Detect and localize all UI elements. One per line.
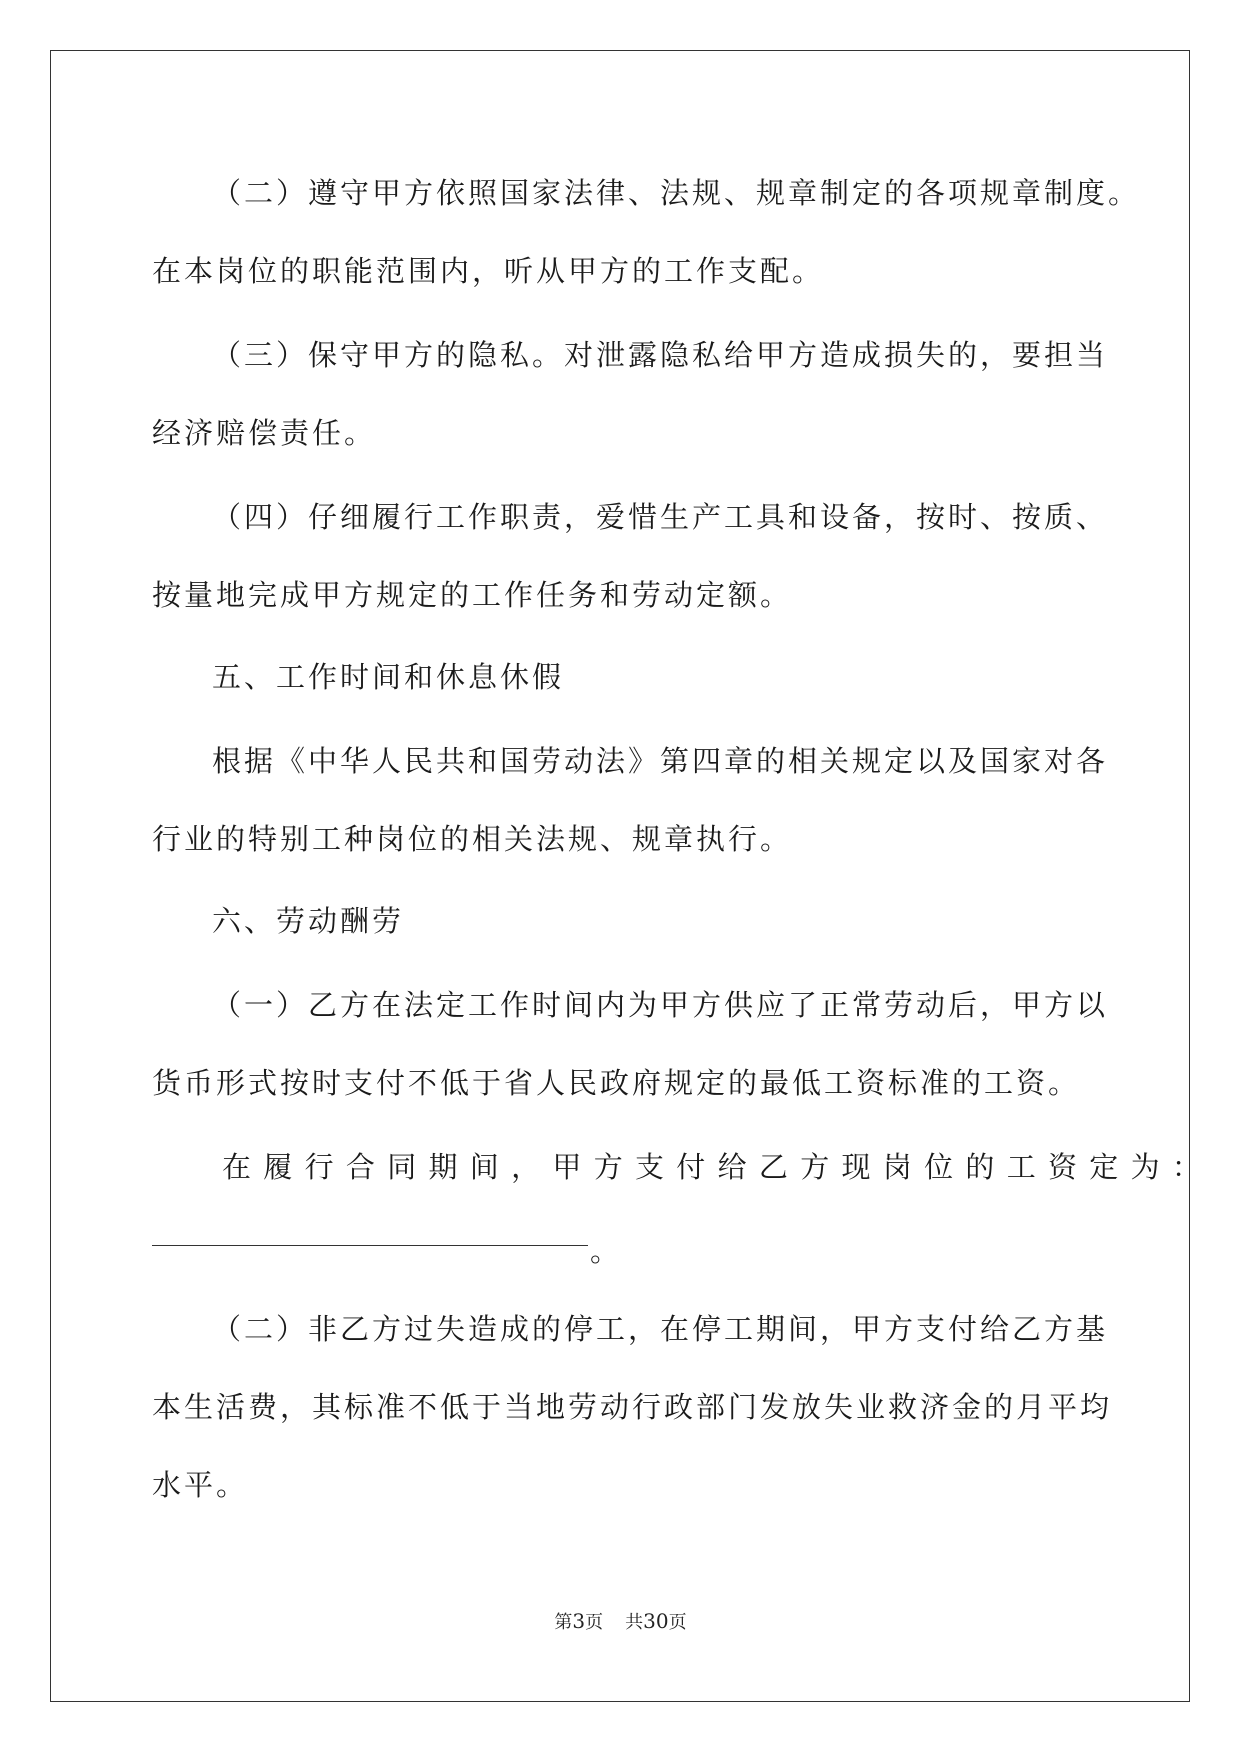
paragraph-line-17: 水平。	[152, 1468, 249, 1502]
paragraph-line-15: （二）非乙方过失造成的停工，在停工期间，甲方支付给乙方基	[212, 1312, 1109, 1346]
footer-total-suffix: 页	[668, 1612, 687, 1633]
footer-page-number: 3	[572, 1609, 586, 1633]
wage-blank-underline	[152, 1245, 588, 1246]
paragraph-line-3: （三）保守甲方的隐私。对泄露隐私给甲方造成损失的，要担当	[212, 338, 1109, 372]
page-border	[50, 50, 1214, 1702]
footer-page-suffix: 页	[585, 1612, 604, 1633]
paragraph-line-16: 本生活费，其标准不低于当地劳动行政部门发放失业救济金的月平均	[152, 1390, 1113, 1424]
footer-total-prefix: 共	[625, 1612, 644, 1633]
section-heading-5: 五、工作时间和休息休假	[212, 660, 565, 694]
paragraph-line-2: 在本岗位的职能范围内，听从甲方的工作支配。	[152, 254, 825, 288]
paragraph-line-8: 根据《中华人民共和国劳动法》第四章的相关规定以及国家对各	[212, 744, 1109, 778]
paragraph-line-5: （四）仔细履行工作职责，爱惜生产工具和设备，按时、按质、	[212, 500, 1109, 534]
footer-total-number: 30	[643, 1609, 669, 1633]
paragraph-line-6: 按量地完成甲方规定的工作任务和劳动定额。	[152, 578, 793, 612]
paragraph-line-11: （一）乙方在法定工作时间内为甲方供应了正常劳动后，甲方以	[212, 988, 1109, 1022]
paragraph-line-9: 行业的特别工种岗位的相关法规、规章执行。	[152, 822, 793, 856]
paragraph-line-4: 经济赔偿责任。	[152, 416, 377, 450]
footer-page-prefix: 第	[554, 1612, 573, 1633]
paragraph-line-1: （二）遵守甲方依照国家法律、法规、规章制定的各项规章制度。	[212, 176, 1141, 210]
section-heading-6: 六、劳动酬劳	[212, 904, 405, 938]
wage-line: 在履行合同期间，甲方支付给乙方现岗位的工资定为：	[222, 1150, 1214, 1184]
page-footer	[0, 1609, 1241, 1635]
paragraph-line-12: 货币形式按时支付不低于省人民政府规定的最低工资标准的工资。	[152, 1066, 1081, 1100]
wage-blank-period: 。	[590, 1234, 620, 1268]
